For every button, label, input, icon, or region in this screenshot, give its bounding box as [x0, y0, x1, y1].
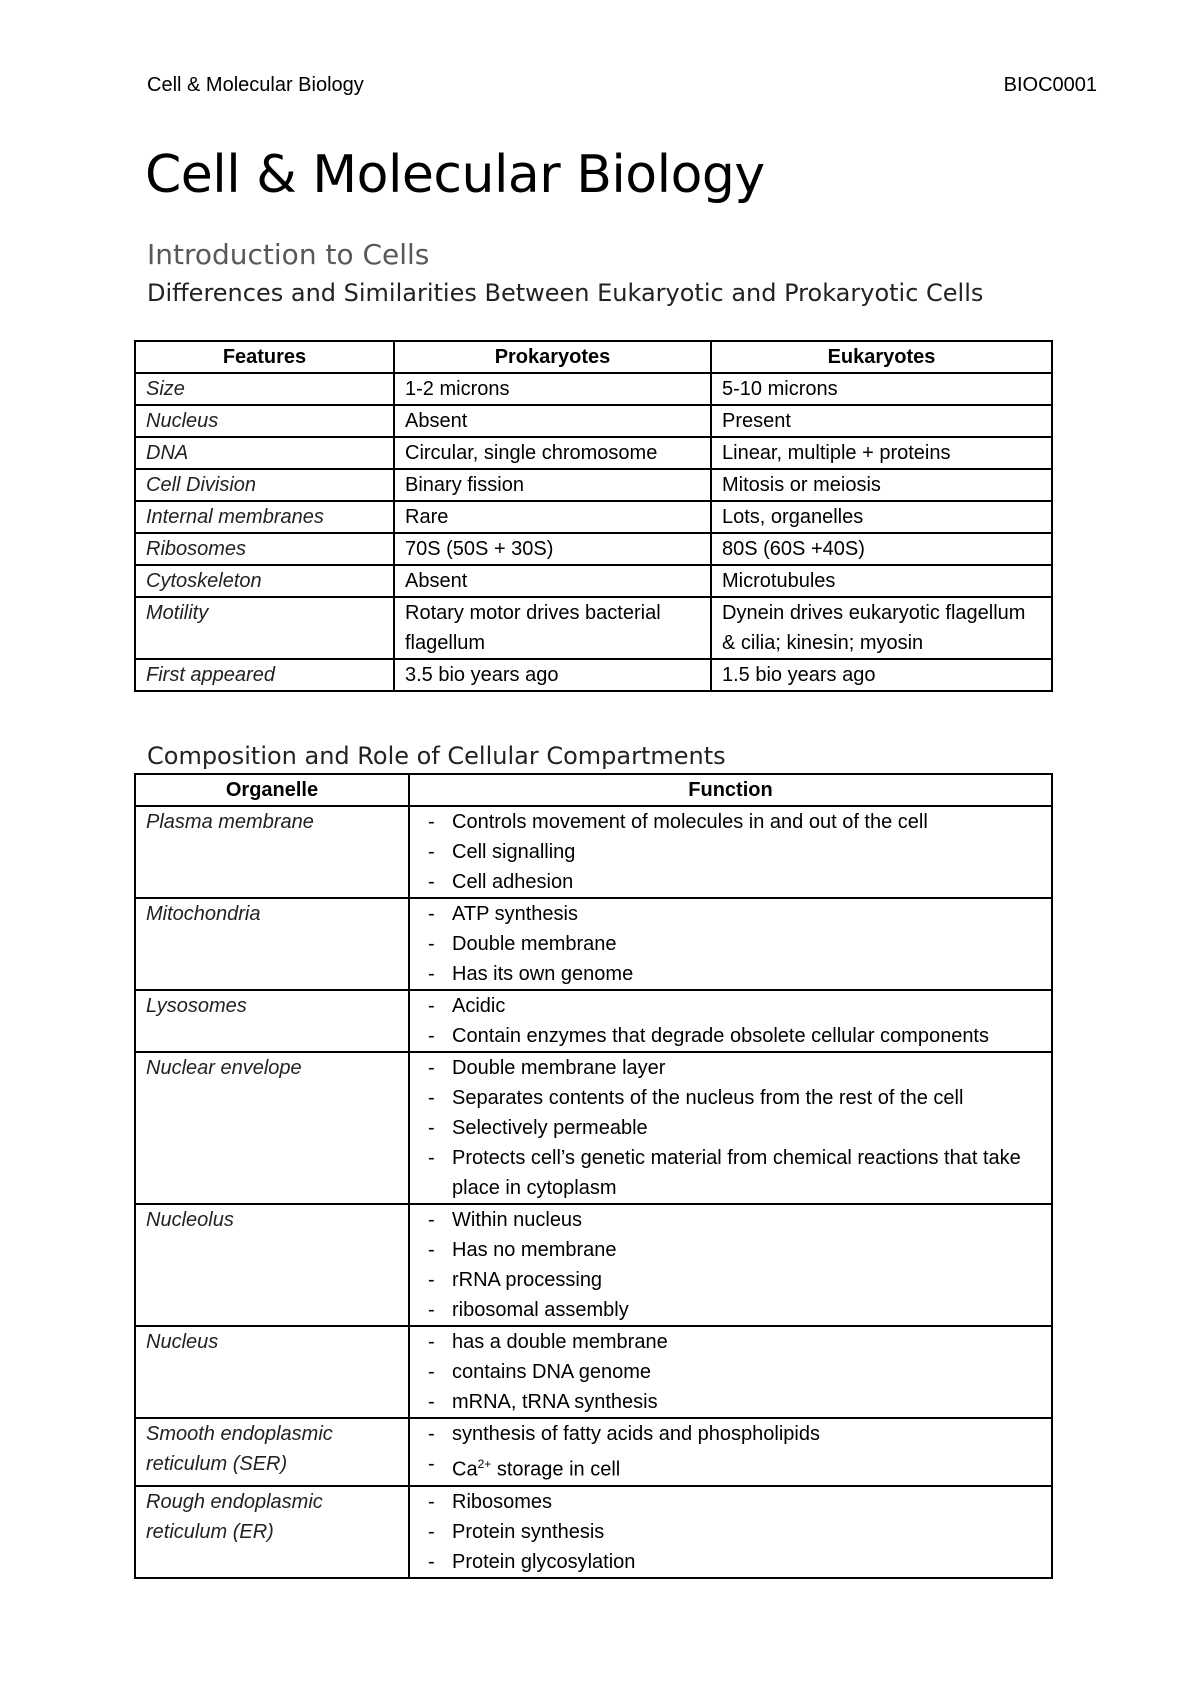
function-item: - ribosomal assembly: [420, 1295, 1041, 1325]
organelle-cell: Rough endoplasmic reticulum (ER): [135, 1486, 409, 1578]
table-row: [135, 533, 1052, 565]
eukaryote-cell: Present: [711, 405, 1052, 437]
function-item: - Cell adhesion: [420, 867, 1041, 897]
table-row: [135, 806, 1052, 898]
table-row: [135, 1204, 1052, 1326]
table-row: [135, 405, 1052, 437]
eukaryote-cell: Mitosis or meiosis: [711, 469, 1052, 501]
table-row: [135, 597, 1052, 659]
column-header: Function: [409, 774, 1052, 806]
compartments-table: [134, 773, 1053, 1579]
running-header-title: Cell & Molecular Biology: [147, 74, 364, 96]
prokaryote-cell: Binary fission: [394, 469, 711, 501]
table-row: [135, 1052, 1052, 1204]
table-row: [135, 659, 1052, 691]
prokaryote-cell: 1-2 microns: [394, 373, 711, 405]
table-header-row: [135, 341, 1052, 373]
function-cell: [409, 898, 1052, 990]
function-item: - Ribosomes: [420, 1487, 1041, 1517]
function-item: - ATP synthesis: [420, 899, 1041, 929]
prokaryote-cell: Absent: [394, 565, 711, 597]
prokaryote-cell: Rotary motor drives bacterial flagellum: [394, 597, 711, 659]
column-header: Eukaryotes: [711, 341, 1052, 373]
page-title: Cell & Molecular Biology: [145, 145, 765, 205]
feature-cell: Size: [135, 373, 394, 405]
function-item: - Protein glycosylation: [420, 1547, 1041, 1577]
function-item: - Double membrane: [420, 929, 1041, 959]
organelle-cell: Nucleus: [135, 1326, 409, 1418]
function-item: - has a double membrane: [420, 1327, 1041, 1357]
function-item: - Within nucleus: [420, 1205, 1041, 1235]
eukaryote-cell: 5-10 microns: [711, 373, 1052, 405]
table-row: [135, 1486, 1052, 1578]
function-list: [420, 1327, 1041, 1417]
eukaryote-cell: Microtubules: [711, 565, 1052, 597]
function-cell: [409, 1326, 1052, 1418]
organelle-cell: Nucleolus: [135, 1204, 409, 1326]
organelle-cell: Smooth endoplasmic reticulum (SER): [135, 1418, 409, 1486]
function-item: - Controls movement of molecules in and out of the cell: [420, 807, 1041, 837]
function-item: - Selectively permeable: [420, 1113, 1041, 1143]
feature-cell: Motility: [135, 597, 394, 659]
table-row: [135, 501, 1052, 533]
feature-cell: Ribosomes: [135, 533, 394, 565]
table-row: [135, 990, 1052, 1052]
organelle-cell: Plasma membrane: [135, 806, 409, 898]
organelle-cell: Nuclear envelope: [135, 1052, 409, 1204]
feature-cell: Internal membranes: [135, 501, 394, 533]
feature-cell: First appeared: [135, 659, 394, 691]
table-row: [135, 1326, 1052, 1418]
prokaryote-cell: 70S (50S + 30S): [394, 533, 711, 565]
prokaryote-cell: 3.5 bio years ago: [394, 659, 711, 691]
feature-cell: Nucleus: [135, 405, 394, 437]
function-item: - contains DNA genome: [420, 1357, 1041, 1387]
function-item: - Has no membrane: [420, 1235, 1041, 1265]
feature-cell: Cell Division: [135, 469, 394, 501]
feature-cell: Cytoskeleton: [135, 565, 394, 597]
table-row: [135, 565, 1052, 597]
cell-comparison-table: [134, 340, 1053, 692]
section-heading: Introduction to Cells: [147, 238, 430, 271]
function-item: - Protects cell’s genetic material from chemical reactions that take place in cytoplasm: [420, 1143, 1041, 1203]
function-list: [420, 807, 1041, 897]
column-header: Organelle: [135, 774, 409, 806]
function-item: - mRNA, tRNA synthesis: [420, 1387, 1041, 1417]
function-item: - synthesis of fatty acids and phospholipids: [420, 1419, 1041, 1449]
eukaryote-cell: Dynein drives eukaryotic flagellum & cilia; kinesin; myosin: [711, 597, 1052, 659]
organelle-cell: Lysosomes: [135, 990, 409, 1052]
prokaryote-cell: Rare: [394, 501, 711, 533]
table-row: [135, 1418, 1052, 1486]
comparison-heading: Differences and Similarities Between Eukaryotic and Prokaryotic Cells: [147, 279, 984, 307]
function-item: - Protein synthesis: [420, 1517, 1041, 1547]
eukaryote-cell: Linear, multiple + proteins: [711, 437, 1052, 469]
function-item: - Contain enzymes that degrade obsolete cellular components: [420, 1021, 1041, 1051]
function-cell: [409, 1204, 1052, 1326]
function-cell: [409, 990, 1052, 1052]
function-item: - Separates contents of the nucleus from the rest of the cell: [420, 1083, 1041, 1113]
eukaryote-cell: Lots, organelles: [711, 501, 1052, 533]
function-list: [420, 899, 1041, 989]
compartments-heading: Composition and Role of Cellular Compartments: [147, 742, 726, 770]
function-cell: [409, 806, 1052, 898]
function-list: [420, 991, 1041, 1051]
organelle-cell: Mitochondria: [135, 898, 409, 990]
eukaryote-cell: 1.5 bio years ago: [711, 659, 1052, 691]
function-item: - Cell signalling: [420, 837, 1041, 867]
function-item: - $Ca^{2+}$ storage in cell: [420, 1449, 1041, 1485]
function-list: [420, 1419, 1041, 1485]
function-item: - Double membrane layer: [420, 1053, 1041, 1083]
feature-cell: DNA: [135, 437, 394, 469]
column-header: Prokaryotes: [394, 341, 711, 373]
eukaryote-cell: 80S (60S +40S): [711, 533, 1052, 565]
column-header: Features: [135, 341, 394, 373]
function-list: [420, 1053, 1041, 1203]
table-row: [135, 469, 1052, 501]
table-row: [135, 437, 1052, 469]
function-item: - Has its own genome: [420, 959, 1041, 989]
table-header-row: [135, 774, 1052, 806]
table-row: [135, 898, 1052, 990]
function-item: - Acidic: [420, 991, 1041, 1021]
function-cell: [409, 1486, 1052, 1578]
function-cell: [409, 1418, 1052, 1486]
function-list: [420, 1487, 1041, 1577]
function-item: - rRNA processing: [420, 1265, 1041, 1295]
running-header-code: BIOC0001: [1003, 74, 1097, 96]
function-list: [420, 1205, 1041, 1325]
table-row: [135, 373, 1052, 405]
function-cell: [409, 1052, 1052, 1204]
prokaryote-cell: Absent: [394, 405, 711, 437]
prokaryote-cell: Circular, single chromosome: [394, 437, 711, 469]
